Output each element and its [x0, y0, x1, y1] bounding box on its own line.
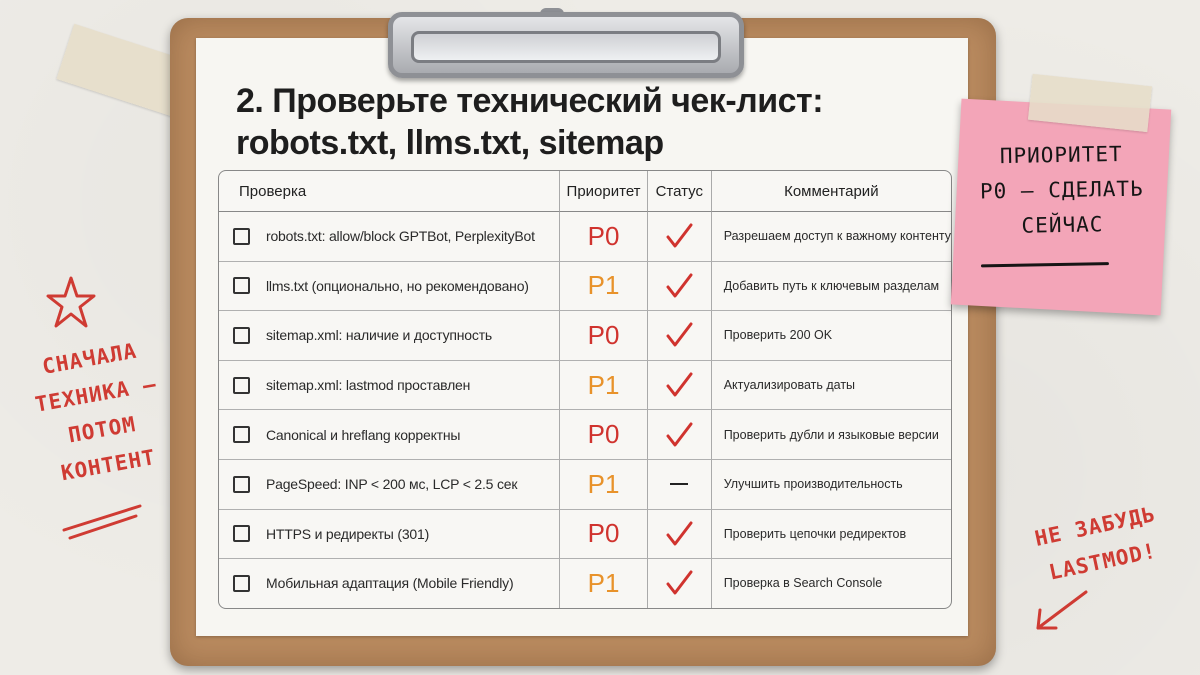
check-cell — [219, 460, 560, 510]
title-line-2: robots.txt, llms.txt, sitemap — [236, 124, 664, 162]
priority-badge: P0 — [560, 410, 648, 460]
header-comment: Комментарий — [712, 171, 951, 212]
priority-badge: P0 — [560, 212, 648, 262]
table-row — [219, 559, 951, 608]
table-row — [219, 311, 951, 361]
sticky-underline — [981, 262, 1109, 267]
left-note-line-2: ТЕХНИКА – — [33, 371, 159, 417]
priority-badge: P0 — [560, 311, 648, 361]
check-cell — [219, 311, 560, 361]
check-cell — [219, 262, 560, 312]
checkmark-icon — [664, 222, 694, 250]
left-note-line-4: КОНТЕНТ — [59, 445, 158, 486]
sticky-line-1: ПРИОРИТЕТ — [999, 141, 1123, 169]
title-line-1: 2. Проверьте технический чек-лист: — [236, 82, 824, 120]
table-row — [219, 212, 951, 262]
row-checkbox[interactable] — [233, 377, 250, 394]
arrow-down-left-icon — [1030, 588, 1090, 638]
check-item — [219, 228, 559, 245]
check-item-label: Мобильная адаптация (Mobile Friendly) — [266, 575, 514, 592]
check-cell — [219, 410, 560, 460]
checkmark-icon — [664, 371, 694, 399]
sticky-line-2: P0 — СДЕЛАТЬ — [979, 176, 1144, 204]
priority-badge: P0 — [560, 510, 648, 560]
header-priority: Приоритет — [560, 171, 648, 212]
priority-badge: P1 — [560, 262, 648, 312]
left-note-underline — [60, 500, 150, 540]
row-checkbox[interactable] — [233, 525, 250, 542]
checkmark-icon — [664, 321, 694, 349]
star-icon — [46, 274, 96, 330]
row-checkbox[interactable] — [233, 476, 250, 493]
sticky-line-3: СЕЙЧАС — [1021, 212, 1104, 238]
sticky-note-text — [956, 136, 1168, 245]
status-cell — [648, 460, 712, 510]
check-item-label: sitemap.xml: наличие и доступность — [266, 327, 492, 344]
clip-window — [411, 31, 721, 63]
priority-badge: P1 — [560, 361, 648, 411]
table-row — [219, 361, 951, 411]
checkmark-icon — [664, 520, 694, 548]
status-cell — [648, 311, 712, 361]
row-checkbox[interactable] — [233, 228, 250, 245]
table-header-row — [219, 171, 951, 212]
left-handwritten-note — [13, 328, 186, 496]
priority-badge: P1 — [560, 460, 648, 510]
right-note-line-1: НЕ ЗАБУДЬ — [1032, 501, 1158, 551]
comment-cell: Разрешаем доступ к важному контенту — [712, 212, 951, 262]
check-item-label: PageSpeed: INP < 200 мс, LCP < 2.5 сек — [266, 476, 518, 493]
status-cell — [648, 212, 712, 262]
checkmark-icon — [664, 421, 694, 449]
comment-cell: Улучшить производительность — [712, 460, 951, 510]
check-cell — [219, 361, 560, 411]
row-checkbox[interactable] — [233, 327, 250, 344]
check-item — [219, 476, 559, 493]
priority-badge: P1 — [560, 559, 648, 608]
table-row — [219, 510, 951, 560]
row-checkbox[interactable] — [233, 277, 250, 294]
check-item-label: sitemap.xml: lastmod проставлен — [266, 377, 471, 394]
comment-cell: Добавить путь к ключевым разделам — [712, 262, 951, 312]
table-row — [219, 410, 951, 460]
header-status: Статус — [648, 171, 712, 212]
left-note-line-1: СНАЧАЛА — [40, 338, 139, 379]
checklist-table — [218, 170, 952, 609]
checkmark-icon — [664, 272, 694, 300]
comment-cell: Проверка в Search Console — [723, 576, 883, 591]
left-note-line-3: ПОТОМ — [66, 411, 138, 448]
status-cell — [648, 410, 712, 460]
status-cell — [648, 510, 712, 560]
check-item-label: Canonical и hreflang корректны — [266, 426, 461, 443]
clipboard-clip — [388, 12, 744, 78]
check-cell — [219, 510, 560, 560]
row-checkbox[interactable] — [233, 426, 250, 443]
comment-cell: Проверить цепочки редиректов — [712, 510, 951, 560]
check-item-label: HTTPS и редиректы (301) — [266, 525, 430, 542]
header-check: Проверка — [219, 171, 560, 212]
check-item — [219, 426, 559, 443]
status-cell — [648, 559, 712, 608]
dash-icon — [670, 483, 688, 485]
comment-cell: Актуализировать даты — [712, 361, 951, 411]
status-cell — [648, 262, 712, 312]
comment-cell: Проверить 200 OK — [712, 311, 951, 361]
table-row — [219, 262, 951, 312]
check-item-label: robots.txt: allow/block GPTBot, PerplexityBot — [266, 228, 535, 245]
right-note-line-2: LASTMOD! — [1046, 538, 1159, 585]
check-item — [219, 575, 559, 592]
check-item — [219, 525, 559, 542]
check-cell — [219, 559, 560, 608]
check-item — [219, 277, 559, 294]
check-item-label: llms.txt (опционально, но рекомендовано) — [266, 277, 529, 294]
comment-cell: Проверить дубли и языковые версии — [712, 410, 951, 460]
row-checkbox[interactable] — [233, 575, 250, 592]
table-row — [219, 460, 951, 510]
check-cell — [219, 212, 560, 262]
status-cell — [648, 361, 712, 411]
check-item — [219, 327, 559, 344]
page-title — [236, 80, 936, 164]
check-item — [219, 377, 559, 394]
checkmark-icon — [664, 569, 694, 597]
